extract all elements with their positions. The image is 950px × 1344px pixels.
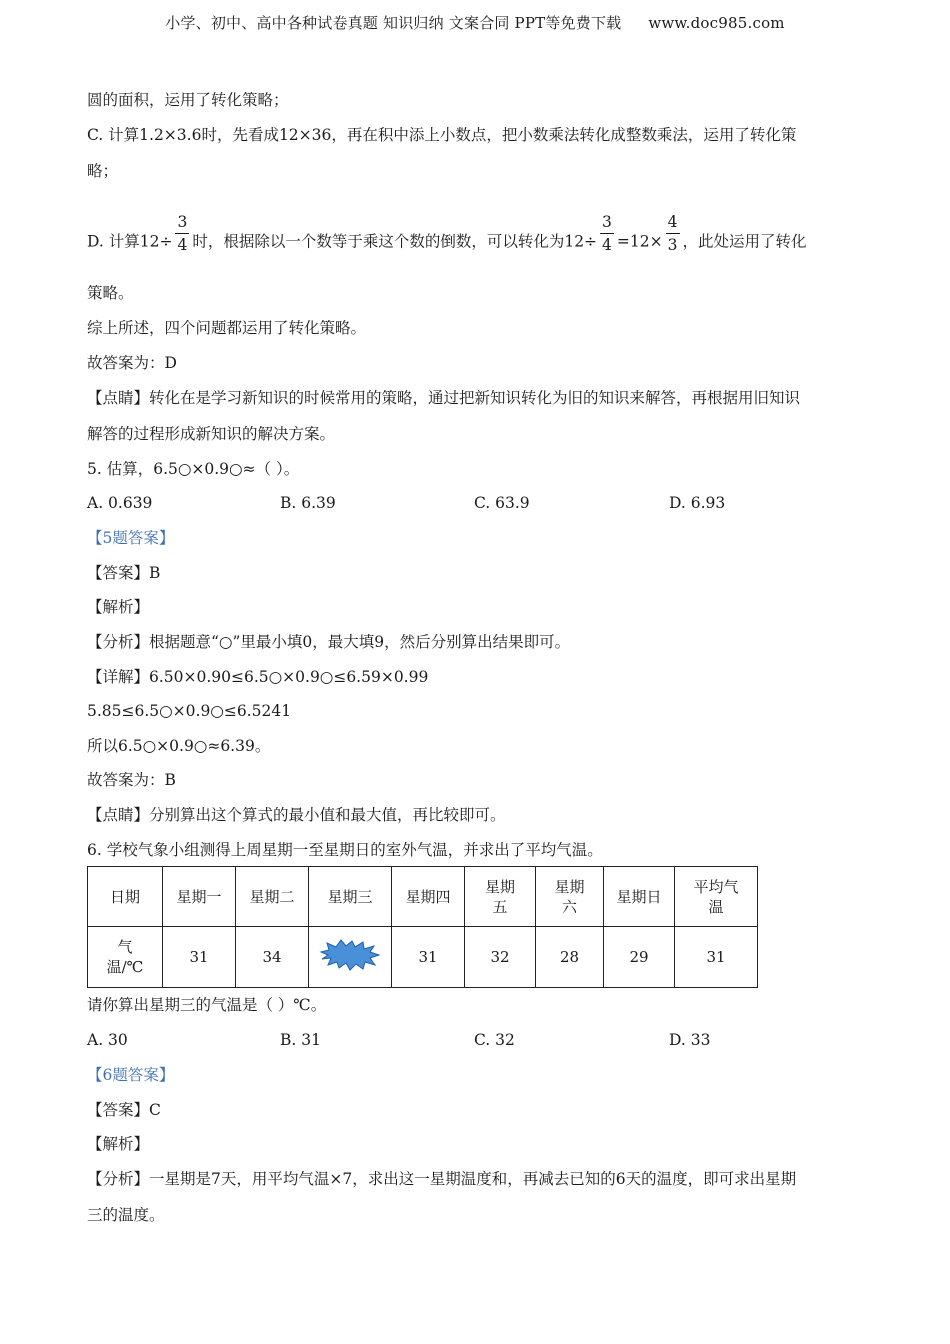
q5-fenxi: 【分析】根据题意“○”里最小填0，最大填9，然后分别算出结果即可。: [87, 633, 571, 651]
fraction-numerator: 4: [666, 211, 680, 234]
text-segment: 时，根据除以一个数等于乘这个数的倒数，可以转化为12÷: [192, 232, 598, 251]
q5-answer: 【答案】B: [87, 564, 161, 582]
option-d-line: [87, 213, 807, 265]
header-url[interactable]: www.doc985.com: [648, 14, 785, 32]
table-header-cell: 平均气 温: [675, 867, 758, 927]
q5-calc: 5.85≤6.5○×0.9○≤6.5241: [87, 702, 292, 720]
table-cell: 29: [604, 927, 675, 988]
text-line: 解答的过程形成新知识的解决方案。: [87, 425, 336, 443]
question-5: 5. 估算，6.5○×0.9○≈（ ）。: [87, 460, 300, 478]
q6-option-b: B. 31: [280, 1031, 321, 1049]
table-header-cell: 星期 五: [465, 867, 536, 927]
q6-analysis-title: 【解析】: [87, 1135, 150, 1153]
q6-option-a: A. 30: [87, 1031, 128, 1049]
text-line: 略；: [87, 162, 119, 180]
table-header-cell: 星期 六: [536, 867, 604, 927]
temperature-table: [87, 866, 758, 988]
fraction-numerator: 3: [175, 211, 189, 234]
table-header-cell: 日期: [88, 867, 163, 927]
fraction: [175, 211, 189, 256]
fraction-denominator: 4: [177, 236, 188, 254]
q5-option-d: D. 6.93: [669, 494, 726, 512]
page-header: [0, 12, 950, 33]
fraction: [600, 211, 614, 256]
table-header-cell: 星期三: [309, 867, 392, 927]
table-cell: 31: [392, 927, 465, 988]
text-line: 【点睛】转化在是学习新知识的时候常用的策略，通过把新知识转化为旧的知识来解答，再根据用旧知识: [87, 389, 801, 407]
text-line: 圆的面积，运用了转化策略；: [87, 91, 289, 109]
table-header-row: [88, 867, 758, 927]
q5-dianjing: 【点睛】分别算出这个算式的最小值和最大值，再比较即可。: [87, 806, 506, 824]
fraction: [666, 211, 680, 256]
q6-prompt: 请你算出星期三的气温是（ ）℃。: [87, 996, 327, 1014]
table-cell: 31: [163, 927, 236, 988]
table-cell: 31: [675, 927, 758, 988]
table-header-cell: 星期一: [163, 867, 236, 927]
table-cell: 28: [536, 927, 604, 988]
header-text: 小学、初中、高中各种试卷真题 知识归纳 文案合同 PPT等免费下载: [165, 14, 622, 32]
table-cell: 34: [236, 927, 309, 988]
table-header-cell: 星期日: [604, 867, 675, 927]
text-line: 综上所述，四个问题都运用了转化策略。: [87, 319, 367, 337]
q6-fenxi-cont: 三的温度。: [87, 1206, 165, 1224]
text-segment: =12×: [616, 232, 663, 251]
table-row-label: 气 温/℃: [88, 927, 163, 988]
q5-answer-title: 【5题答案】: [87, 529, 175, 547]
table-cell-covered: [309, 927, 392, 988]
text-line: 策略。: [87, 284, 134, 302]
table-row: [88, 927, 758, 988]
q6-fenxi: 【分析】一星期是7天，用平均气温×7，求出这一星期温度和，再减去已知的6天的温度，即可求出星期: [87, 1170, 797, 1188]
fraction-denominator: 4: [602, 236, 612, 254]
q5-option-b: B. 6.39: [280, 494, 336, 512]
q5-option-c: C. 63.9: [474, 494, 530, 512]
q6-option-d: D. 33: [669, 1031, 711, 1049]
table-header-cell: 星期二: [236, 867, 309, 927]
text-segment: ，此处运用了转化: [682, 232, 807, 251]
q5-analysis-title: 【解析】: [87, 598, 150, 616]
ink-splash-icon: [319, 938, 381, 972]
text-line: C. 计算1.2×3.6时，先看成12×36，再在积中添上小数点，把小数乘法转化成整数乘法，运用了转化策: [87, 126, 797, 144]
text-line: 故答案为：D: [87, 354, 177, 372]
q5-xiangjie: 【详解】6.50×0.90≤6.5○×0.9○≤6.59×0.99: [87, 668, 429, 686]
fraction-numerator: 3: [600, 211, 614, 234]
q5-conclusion: 故答案为：B: [87, 771, 176, 789]
fraction-denominator: 3: [667, 236, 678, 254]
q6-answer: 【答案】C: [87, 1101, 161, 1119]
table-header-cell: 星期四: [392, 867, 465, 927]
table-cell: 32: [465, 927, 536, 988]
q5-option-a: A. 0.639: [87, 494, 153, 512]
question-6: 6. 学校气象小组测得上周星期一至星期日的室外气温，并求出了平均气温。: [87, 841, 603, 859]
text-segment: D. 计算12÷: [87, 232, 173, 251]
q5-calc: 所以6.5○×0.9○≈6.39。: [87, 737, 271, 755]
q6-answer-title: 【6题答案】: [87, 1066, 175, 1084]
q6-option-c: C. 32: [474, 1031, 515, 1049]
